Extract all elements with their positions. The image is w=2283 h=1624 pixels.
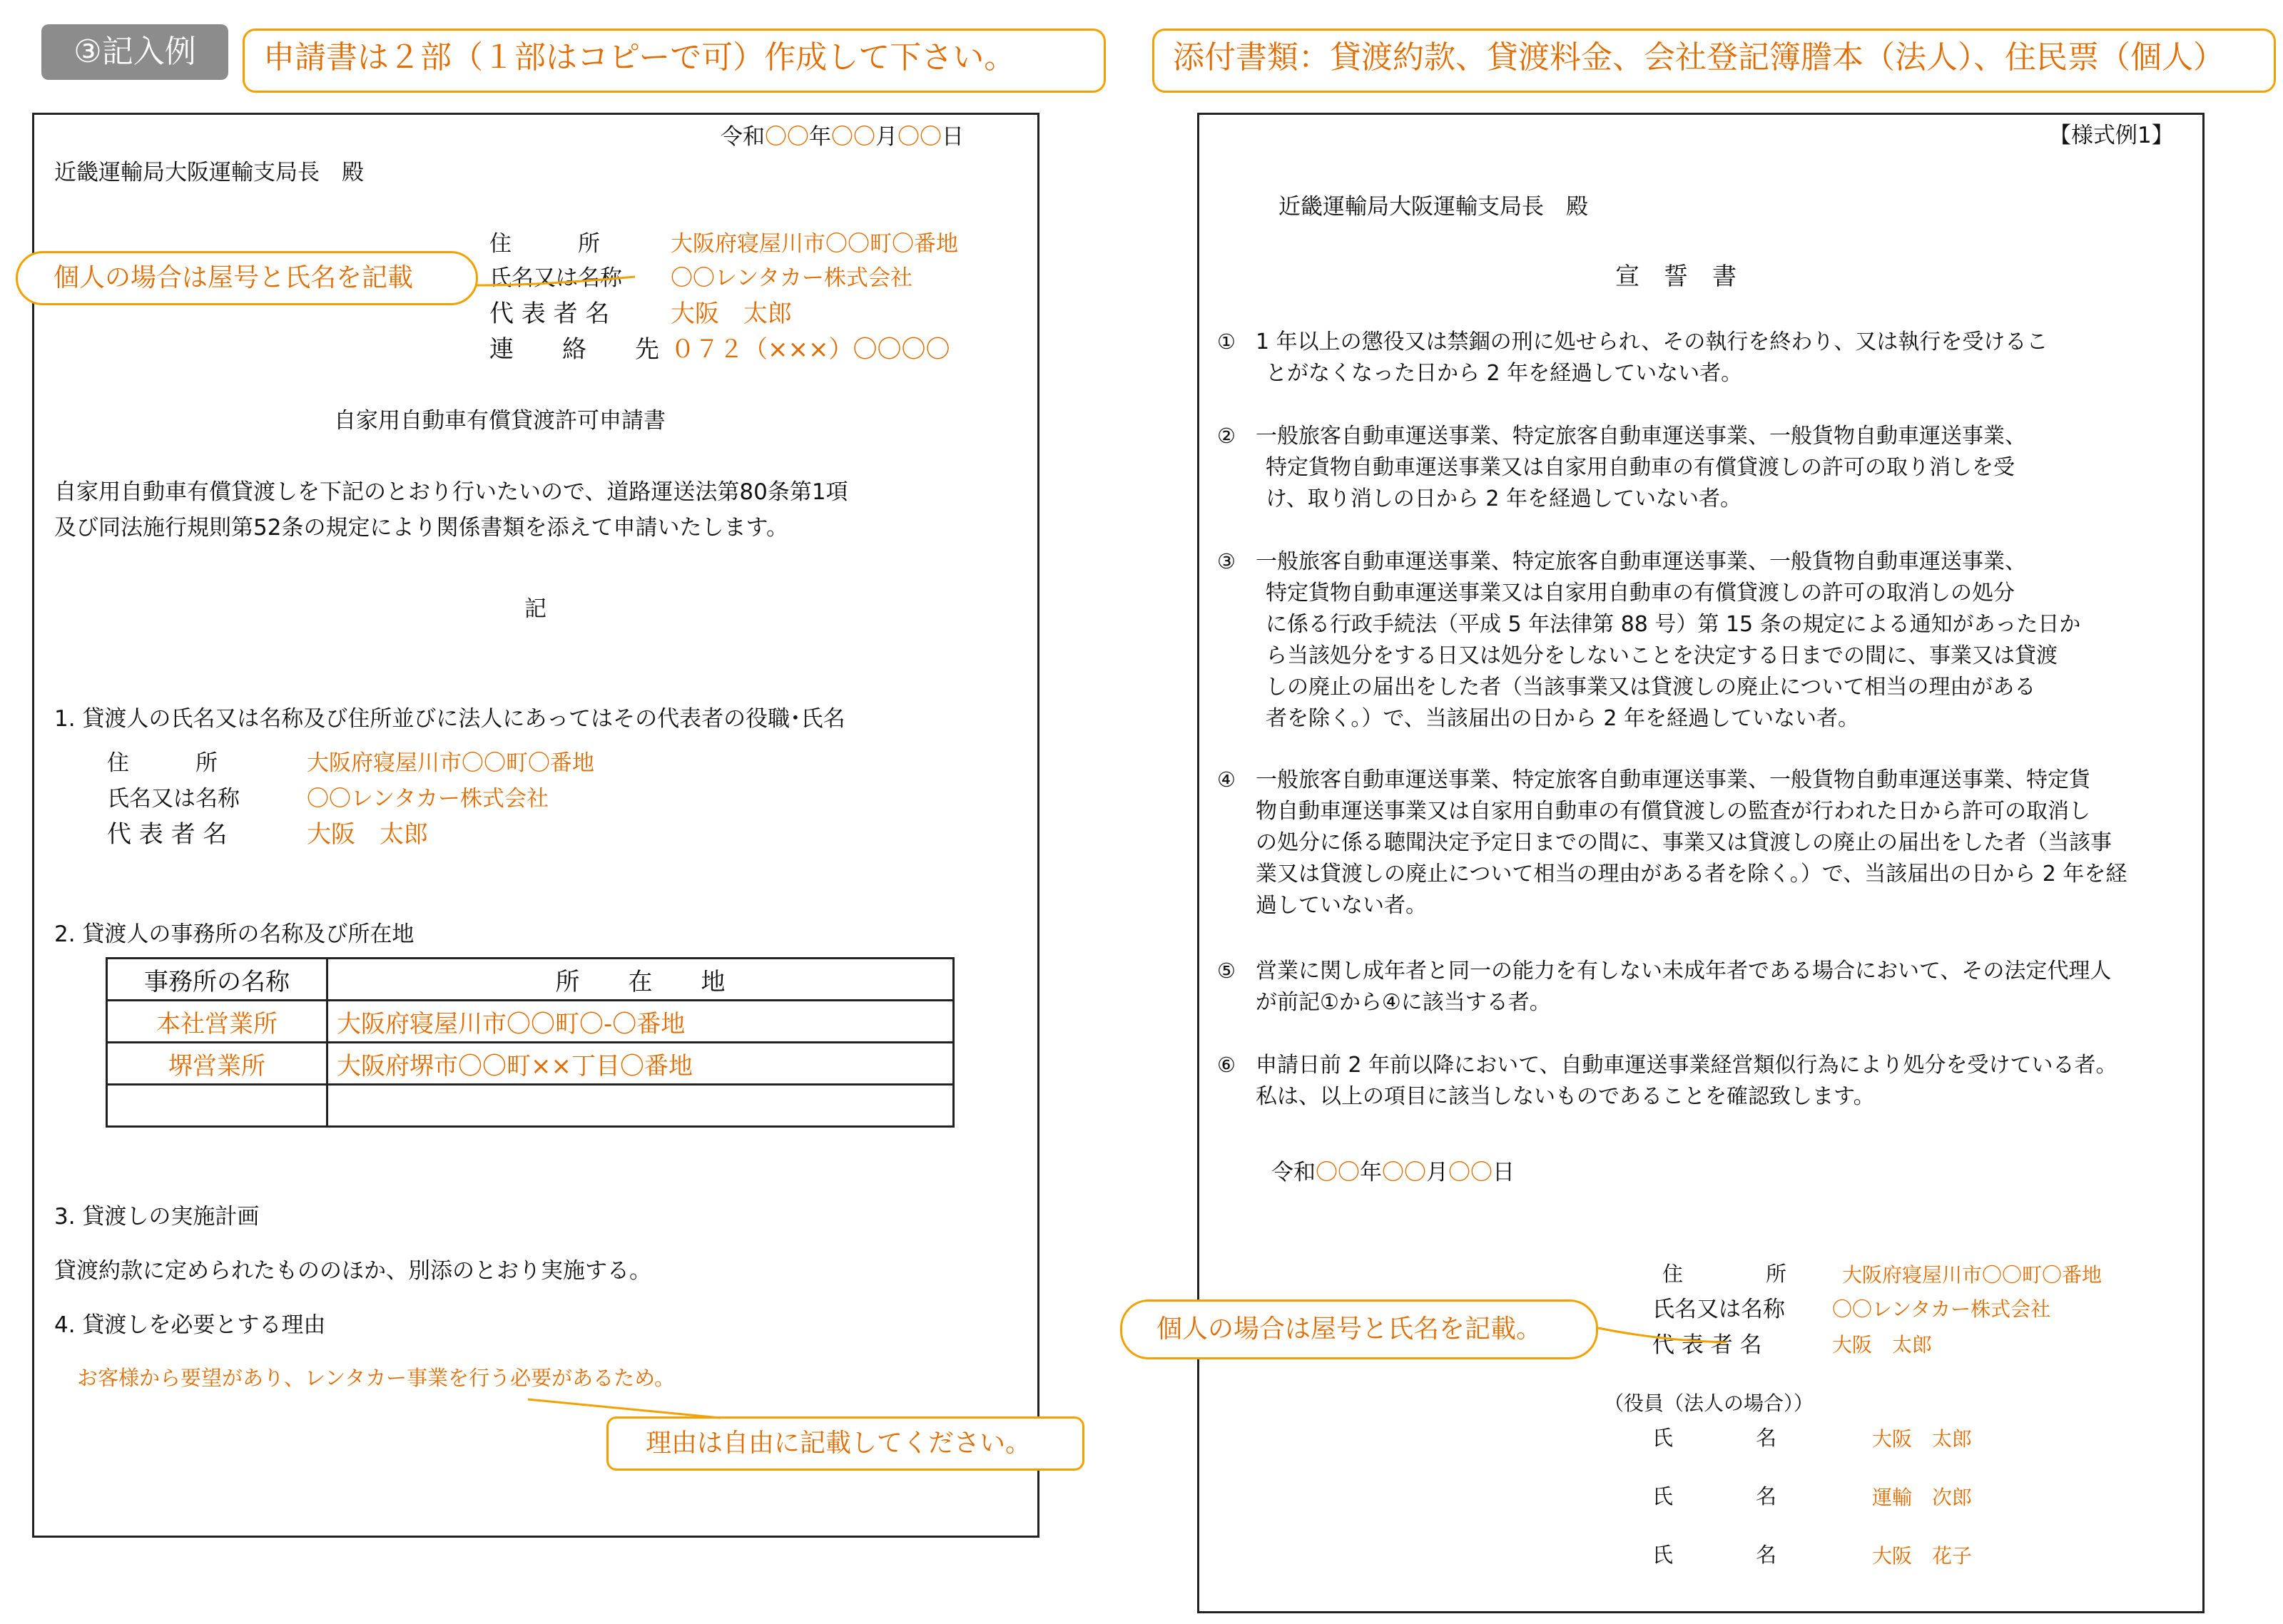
officer-name: 大阪 太郎 bbox=[1872, 1427, 1973, 1451]
s1-name-label: 氏名又は名称 bbox=[107, 786, 240, 812]
oath-item-line: の処分に係る聴聞決定予定日までの間に、事業又は貸渡しの廃止の届出をした者（当該事 bbox=[1256, 830, 2112, 855]
section-1-heading: 1. 貸渡人の氏名又は名称及び住所並びに法人にあってはその代表者の役職･氏名 bbox=[54, 706, 845, 732]
s1-address-value: 大阪府寝屋川市〇〇町〇番地 bbox=[307, 750, 594, 776]
s1-name-value: 〇〇レンタカー株式会社 bbox=[307, 786, 549, 812]
oath-rep-label: 代 表 者 名 bbox=[1652, 1332, 1762, 1358]
intro-line-2: 及び同法施行規則第52条の規定により関係書類を添えて申請いたします。 bbox=[54, 515, 788, 541]
officer-label: 氏 名 bbox=[1652, 1426, 1777, 1450]
oath-item-line: とがなくなった日から 2 年を経過していない者。 bbox=[1266, 361, 1743, 386]
oath-item-line: 営業に関し成年者と同一の能力を有しない未成年者である場合において、その法定代理人 bbox=[1256, 959, 2112, 984]
oath-item-num: ② bbox=[1217, 424, 1236, 448]
section-3-text: 貸渡約款に定められたもののほか、別添のとおり実施する。 bbox=[54, 1258, 651, 1284]
oath-individual-note-bubble: 個人の場合は屋号と氏名を記載。 bbox=[1120, 1299, 1598, 1359]
example-badge: ③記入例 bbox=[41, 24, 228, 80]
oath-item-line: 一般旅客自動車運送事業、特定旅客自動車運送事業、一般貨物自動車運送事業、特定貨 bbox=[1256, 767, 2090, 792]
officer-label: 氏 名 bbox=[1652, 1484, 1777, 1508]
attachments-note: 添付書類：貸渡約款、貸渡料金、会社登記簿謄本（法人）、住民票（個人） bbox=[1152, 29, 2276, 93]
officer-label: 氏 名 bbox=[1652, 1543, 1777, 1567]
oath-item-line: 申請日前 2 年前以降において、自動車運送事業経営類似行為により処分を受けている者。 bbox=[1256, 1053, 2117, 1078]
oath-item-num: ⑤ bbox=[1217, 959, 1236, 983]
applicant-address-label: 住 所 bbox=[489, 231, 600, 257]
office-location-cell: 大阪府堺市〇〇町××丁目〇番地 bbox=[327, 1043, 954, 1085]
section-3-heading: 3. 貸渡しの実施計画 bbox=[54, 1204, 260, 1230]
officer-name: 運輸 次郎 bbox=[1872, 1486, 1973, 1509]
s1-rep-value: 大阪 太郎 bbox=[307, 820, 428, 849]
applicant-name-value: 〇〇レンタカー株式会社 bbox=[671, 265, 912, 291]
callout-pointer bbox=[1598, 1328, 1727, 1342]
callout-pointer bbox=[528, 1399, 721, 1418]
oath-item-num: ① bbox=[1217, 330, 1236, 354]
office-name-header: 事務所の名称 bbox=[107, 959, 327, 1001]
oath-title: 宣 誓 書 bbox=[1615, 262, 1737, 291]
ki-mark: 記 bbox=[524, 596, 546, 622]
oath-name-value: 〇〇レンタカー株式会社 bbox=[1832, 1297, 2051, 1321]
application-title: 自家用自動車有償貸渡許可申請書 bbox=[334, 408, 666, 434]
oath-item-num: ③ bbox=[1217, 549, 1236, 573]
section-4-heading: 4. 貸渡しを必要とする理由 bbox=[54, 1312, 326, 1338]
section-4-text: お客様から要望があり、レンタカー事業を行う必要があるため。 bbox=[77, 1366, 675, 1390]
s1-address-label: 住 所 bbox=[107, 750, 218, 776]
oath-rep-value: 大阪 太郎 bbox=[1832, 1333, 1933, 1357]
oath-item-line: け、取り消しの日から 2 年を経過していない者。 bbox=[1266, 486, 1742, 511]
oath-item-num: ⑥ bbox=[1217, 1053, 1236, 1077]
applicant-contact-value: ０７２（×××）〇〇〇〇 bbox=[671, 335, 950, 364]
oath-item-line: 特定貨物自動車運送事業又は自家用自動車の有償貸渡しの許可の取消しの処分 bbox=[1266, 581, 2015, 606]
oath-item-line: 者を除く。）で、当該届出の日から 2 年を経過していない者。 bbox=[1266, 706, 1859, 731]
oath-item-line: 物自動車運送事業又は自家用自動車の有償貸渡しの監査が行われた日から許可の取消し bbox=[1256, 799, 2090, 824]
office-location-cell: 大阪府寝屋川市〇〇町〇‐〇番地 bbox=[327, 1001, 954, 1043]
officer-name: 大阪 花子 bbox=[1872, 1544, 1973, 1568]
applicant-rep-value: 大阪 太郎 bbox=[671, 300, 792, 328]
oath-item-line: 一般旅客自動車運送事業、特定旅客自動車運送事業、一般貨物自動車運送事業、 bbox=[1256, 549, 2026, 574]
reason-note-box: 理由は自由に記載してください。 bbox=[606, 1416, 1084, 1471]
copies-note: 申請書は２部（１部はコピーで可）作成して下さい。 bbox=[243, 29, 1106, 93]
application-date: 令和〇〇年〇〇月〇〇日 bbox=[721, 124, 964, 150]
oath-address-label: 住 所 bbox=[1662, 1262, 1787, 1286]
officers-heading: （役員（法人の場合）） bbox=[1604, 1391, 1814, 1415]
office-location-header: 所 在 地 bbox=[327, 959, 954, 1001]
applicant-name-label: 氏名又は名称 bbox=[489, 265, 622, 291]
s1-rep-label: 代 表 者 名 bbox=[107, 820, 228, 849]
oath-item-line: しの廃止の届出をした者（当該事業又は貸渡しの廃止について相当の理由がある bbox=[1266, 675, 2036, 700]
oath-item-line: 1 年以上の懲役又は禁錮の刑に処せられ、その執行を終わり、又は執行を受けるこ bbox=[1256, 330, 2048, 354]
form-example-label: 【様式例1】 bbox=[2049, 123, 2174, 148]
oath-confirm-line: 私は、以上の項目に該当しないものであることを確認致します。 bbox=[1256, 1084, 1875, 1109]
oath-item-line: に係る行政手続法（平成 5 年法律第 88 号）第 15 条の規定による通知があった日か bbox=[1266, 612, 2081, 637]
oath-date: 令和〇〇年〇〇月〇〇日 bbox=[1271, 1160, 1515, 1185]
individual-note-bubble: 個人の場合は屋号と氏名を記載 bbox=[16, 251, 478, 305]
oath-item-line: が前記①から④に該当する者。 bbox=[1256, 990, 1551, 1015]
applicant-address-value: 大阪府寝屋川市〇〇町〇番地 bbox=[671, 231, 958, 257]
oath-item-line: 過していない者。 bbox=[1256, 893, 1427, 918]
applicant-contact-label: 連 絡 先 bbox=[489, 335, 659, 364]
oath-item-line: ら当該処分をする日又は処分をしないことを決定する日までの間に、事業又は貸渡 bbox=[1266, 643, 2058, 668]
applicant-rep-label: 代 表 者 名 bbox=[489, 300, 610, 328]
office-name-cell: 本社営業所 bbox=[107, 1001, 327, 1043]
oath-item-line: 特定貨物自動車運送事業又は自家用自動車の有償貸渡しの許可の取り消しを受 bbox=[1266, 455, 2015, 480]
oath-item-num: ④ bbox=[1217, 767, 1236, 792]
oath-name-label: 氏名又は名称 bbox=[1652, 1297, 1785, 1322]
oath-addressee: 近畿運輸局大阪運輸支局長 殿 bbox=[1278, 194, 1588, 220]
oath-item-line: 業又は貸渡しの廃止について相当の理由がある者を除く。）で、当該届出の日から 2 年を経 bbox=[1256, 862, 2127, 887]
oath-item-line: 一般旅客自動車運送事業、特定旅客自動車運送事業、一般貨物自動車運送事業、 bbox=[1256, 424, 2026, 449]
office-name-cell: 堺営業所 bbox=[107, 1043, 327, 1085]
addressee: 近畿運輸局大阪運輸支局長 殿 bbox=[54, 160, 364, 185]
intro-line-1: 自家用自動車有償貸渡しを下記のとおり行いたいので、道路運送法第80条第1項 bbox=[54, 479, 848, 505]
callout-pointer bbox=[477, 277, 635, 285]
oath-address-value: 大阪府寝屋川市〇〇町〇番地 bbox=[1842, 1263, 2103, 1287]
section-2-heading: 2. 貸渡人の事務所の名称及び所在地 bbox=[54, 921, 415, 947]
